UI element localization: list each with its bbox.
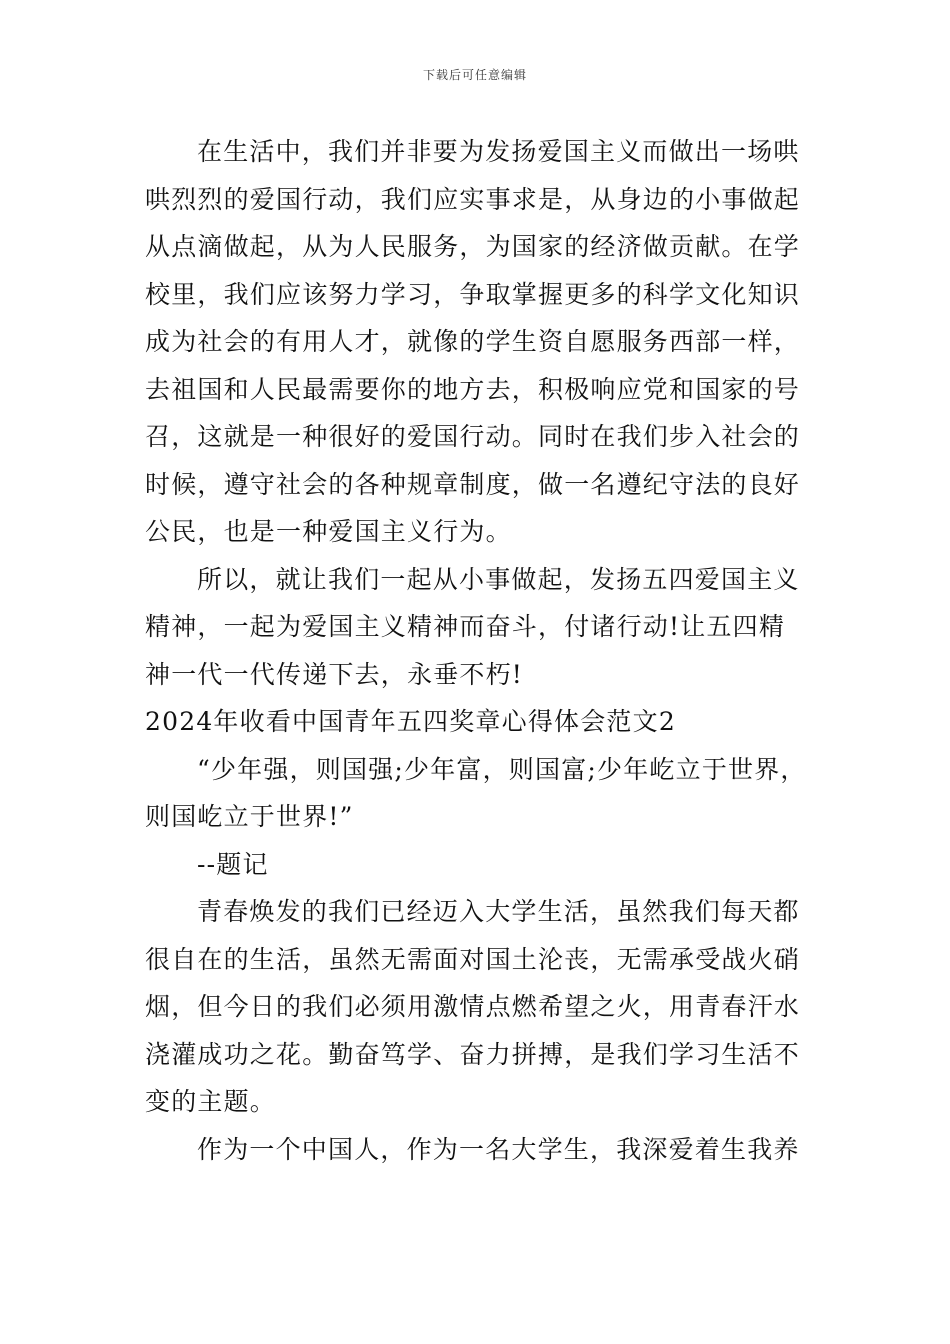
epigraph-signature: --题记 bbox=[197, 849, 269, 879]
paragraph-call-to-action: 所以，就让我们一起从小事做起，发扬五四爱国主义精神，一起为爱国主义精神而奋斗，付诸行动!让五四精神一代一代传递下去，永垂不朽! bbox=[145, 564, 800, 689]
section-title: 2024年收看中国青年五四奖章心得体会范文2 bbox=[145, 707, 676, 736]
document-body bbox=[145, 128, 807, 1173]
paragraph-patriotic-actions: 在生活中，我们并非要为发扬爱国主义而做出一场哄哄烈烈的爱国行动，我们应实事求是，从身边的小事做起从点滴做起，从为人民服务，为国家的经济做贡献。在学校里，我们应该努力学习，争取掌握更多的科学文化知识成为社会的有用人才，就像的学生资自愿服务西部一样，去祖国和人民最需要你的地方去，积极响应党和国家的号召，这就是一种很好的爱国行动。同时在我们步入社会的时候，遵守社会的各种规章制度，做一名遵纪守法的良好公民，也是一种爱国主义行为。 bbox=[145, 137, 801, 546]
paragraph-chinese-student: 作为一个中国人，作为一名大学生，我深爱着生我养 bbox=[197, 1134, 800, 1164]
epigraph-quote: “少年强，则国强;少年富，则国富;少年屹立于世界，则国屹立于世界!” bbox=[145, 754, 807, 831]
header-note: 下载后可任意编辑 bbox=[422, 68, 527, 82]
paragraph-youth-study: 青春焕发的我们已经迈入大学生活，虽然我们每天都很自在的生活，虽然无需面对国土沦丧，无需承受战火硝烟，但今日的我们必须用激情点燃希望之火，用青春汗水浇灌成功之花。勤奋笃学、奋力拼搏，是我们学习生活不变的主题。 bbox=[145, 897, 801, 1116]
